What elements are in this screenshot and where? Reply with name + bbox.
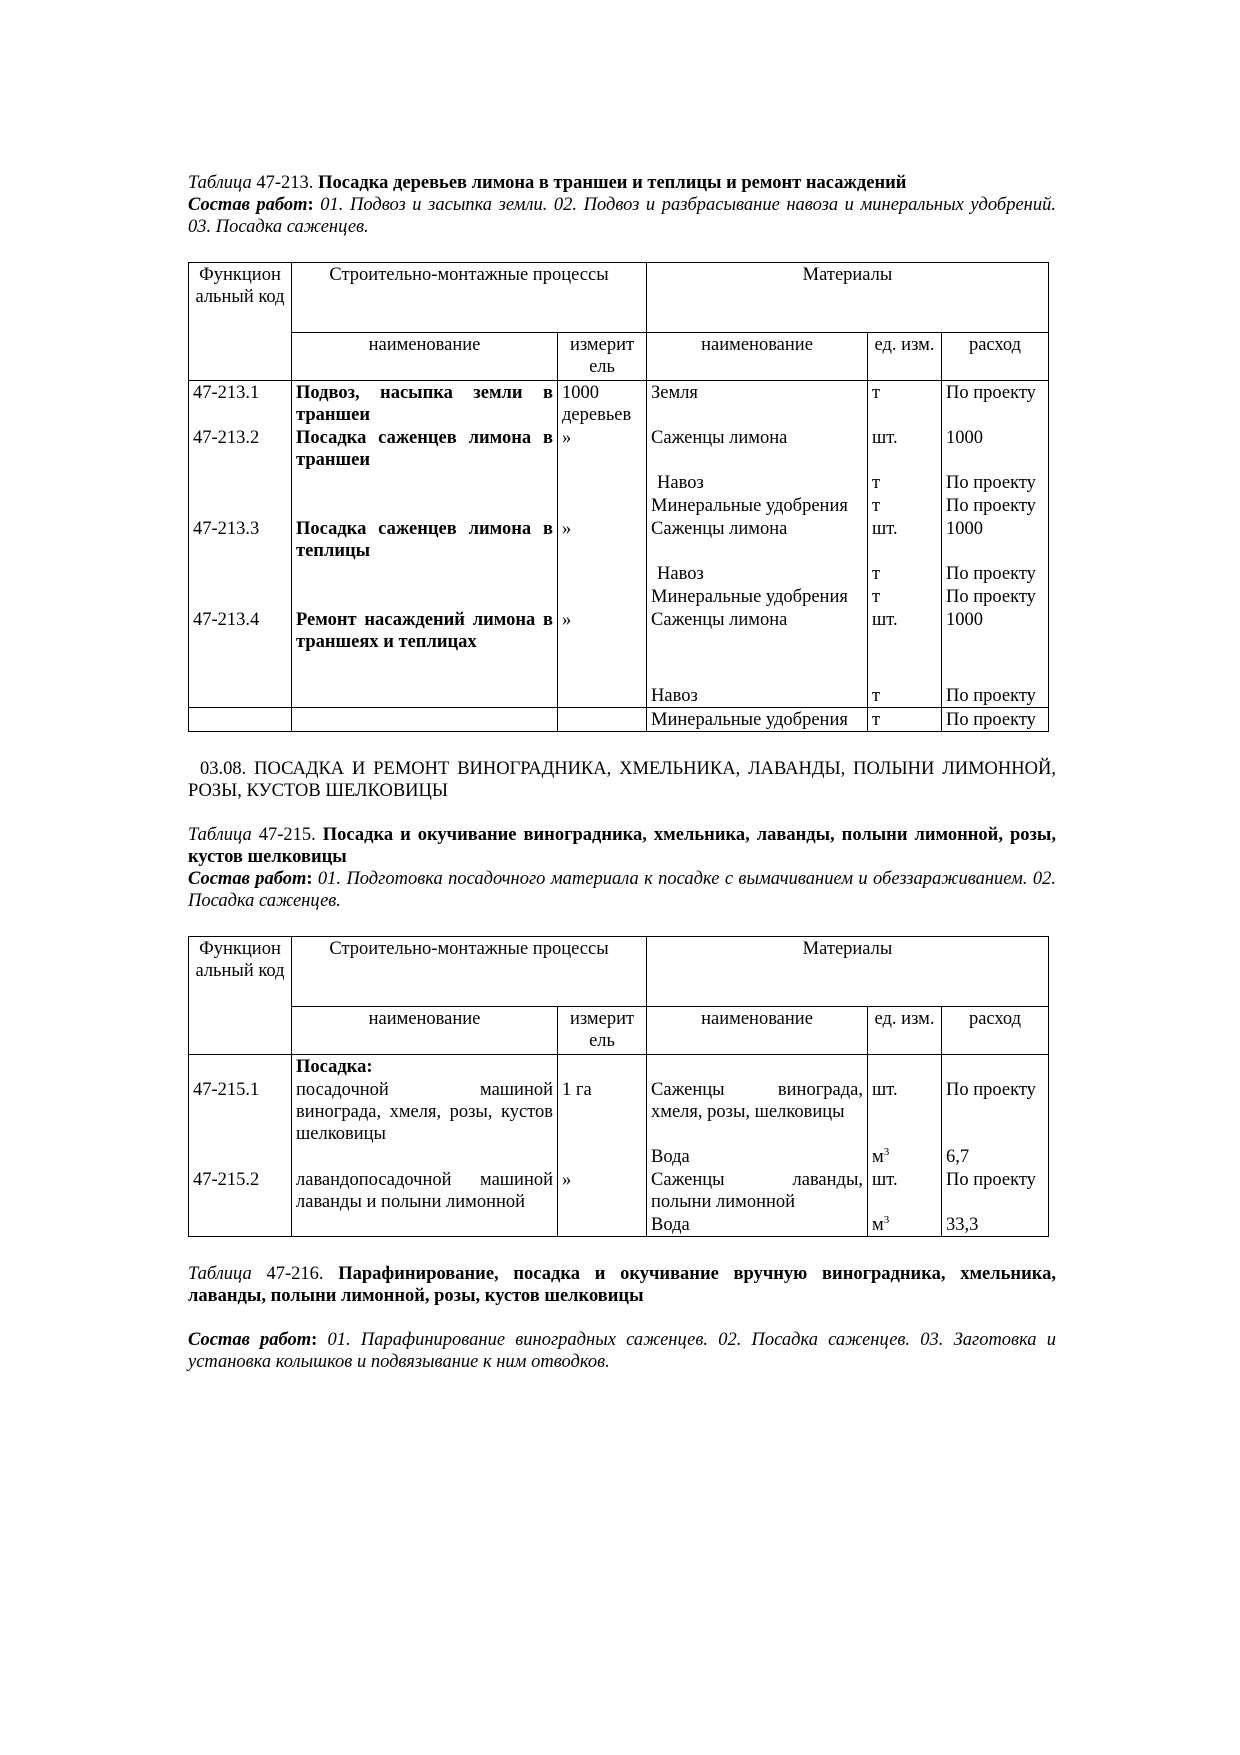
table-row [189, 471, 1049, 494]
row-consumption: По проекту [942, 381, 1049, 427]
header-process-name: наименование [292, 1007, 558, 1055]
table-row [189, 1055, 1049, 1079]
header-materials: Материалы [647, 263, 1049, 333]
table-row [189, 1168, 1049, 1213]
row-material: Навоз [647, 684, 868, 708]
row-process: лавандопосадочной машиной лаванды и полыни лимонной [292, 1168, 558, 1213]
row-code: 47-213.3 [189, 517, 292, 562]
works-label: Состав работ [188, 869, 307, 889]
row-unit: шт. [868, 426, 942, 471]
header-material-name: наименование [647, 333, 868, 381]
row-consumption: 1000 [942, 517, 1049, 562]
caption-title: Посадка и окучивание виноградника, хмельника, лаванды, полыни лимонной, розы, кустов шелковицы [188, 825, 1056, 867]
caption-label: Таблица [188, 825, 252, 845]
row-unit: т [868, 381, 942, 427]
row-meter: » [558, 608, 647, 684]
table-row [189, 585, 1049, 608]
header-process-name: наименование [292, 333, 558, 381]
row-code: 47-215.1 [189, 1078, 292, 1145]
header-processes: Строительно-монтажные процессы [292, 937, 647, 1007]
works-colon: : [311, 1330, 328, 1350]
row-consumption: По проекту [942, 1168, 1049, 1213]
row-consumption: По проекту [942, 1078, 1049, 1145]
section-heading: 03.08. ПОСАДКА И РЕМОНТ ВИНОГРАДНИКА, ХМЕЛЬНИКА, ЛАВАНДЫ, ПОЛЫНИ ЛИМОННОЙ, РОЗЫ, КУСТОВ ШЕЛКОВИЦЫ [188, 759, 1056, 801]
unit-text: м [872, 1147, 884, 1167]
table-213-works [188, 194, 1056, 238]
table-row [189, 494, 1049, 517]
caption-label: Таблица [188, 1264, 252, 1284]
header-meter: измерит ель [558, 333, 647, 381]
row-consumption: По проекту [942, 708, 1049, 732]
header-consumption: расход [942, 333, 1049, 381]
header-processes: Строительно-монтажные процессы [292, 263, 647, 333]
row-unit: т [868, 585, 942, 608]
row-material: Саженцы лимона [647, 608, 868, 684]
caption-title: Парафинирование, посадка и окучивание вручную виноградника, хмельника, лаванды, полыни лимонной, розы, кустов шелковицы [188, 1264, 1056, 1306]
row-material: Навоз [647, 562, 868, 585]
row-material: Минеральные удобрения [647, 585, 868, 608]
row-process: Посадка саженцев лимона в теплицы [292, 517, 558, 562]
row-meter: 1000 деревьев [558, 381, 647, 427]
row-unit: шт. [868, 517, 942, 562]
row-unit: шт. [868, 608, 942, 684]
table-row [189, 708, 1049, 732]
works-colon: : [307, 195, 321, 215]
row-code: 47-213.1 [189, 381, 292, 427]
document-page [188, 172, 1056, 1373]
row-meter: 1 га [558, 1078, 647, 1145]
row-process: Подвоз, насыпка земли в траншеи [292, 381, 558, 427]
unit-superscript: 3 [883, 1213, 890, 1226]
row-material: Минеральные удобрения [647, 708, 868, 732]
row-unit: шт. [868, 1078, 942, 1145]
table-row [189, 517, 1049, 562]
table-row [189, 426, 1049, 471]
row-unit: т [868, 684, 942, 708]
header-func-code: Функцион альный код [189, 937, 292, 1055]
row-meter: » [558, 1168, 647, 1213]
row-unit: т [868, 562, 942, 585]
caption-title: Посадка деревьев лимона в траншеи и теплицы и ремонт насаждений [318, 173, 907, 193]
row-material: Земля [647, 381, 868, 427]
table-215-works [188, 868, 1056, 912]
row-meter: » [558, 426, 647, 471]
works-text: 01. Парафинирование виноградных саженцев. 02. Посадка саженцев. 03. Заготовка и установка колышков и подвязывание к ним отводков. [188, 1330, 1056, 1372]
row-material: Саженцы винограда, хмеля, розы, шелковицы [647, 1078, 868, 1145]
row-consumption: 1000 [942, 608, 1049, 684]
caption-number: 47-215. [251, 825, 323, 845]
caption-number: 47-213. [251, 173, 319, 193]
works-label: Состав работ [188, 195, 308, 215]
header-consumption: расход [942, 1007, 1049, 1055]
row-material: Саженцы лаванды, полыни лимонной [647, 1168, 868, 1213]
caption-number: 47-216. [251, 1264, 339, 1284]
row-consumption: По проекту [942, 684, 1049, 708]
unit-superscript: 3 [883, 1145, 890, 1158]
header-material-name: наименование [647, 1007, 868, 1055]
works-colon: : [306, 869, 318, 889]
row-material: Саженцы лимона [647, 517, 868, 562]
table-47-215 [188, 936, 1049, 1237]
table-row [189, 1078, 1049, 1145]
table-47-213 [188, 262, 1049, 732]
row-material: Навоз [647, 471, 868, 494]
table-216-works [188, 1329, 1056, 1373]
row-consumption: 33,3 [942, 1213, 1049, 1237]
table-row [189, 562, 1049, 585]
row-material: Минеральные удобрения [647, 494, 868, 517]
row-consumption: 6,7 [942, 1145, 1049, 1168]
header-func-code: Функцион альный код [189, 263, 292, 381]
row-unit [868, 1145, 942, 1168]
row-meter: » [558, 517, 647, 562]
row-material: Вода [647, 1145, 868, 1168]
table-215-caption [188, 824, 1056, 868]
table-row [189, 608, 1049, 684]
row-consumption: По проекту [942, 585, 1049, 608]
header-row-1 [189, 937, 1049, 1007]
row-consumption: По проекту [942, 494, 1049, 517]
works-label: Состав работ [188, 1330, 312, 1350]
header-row-2 [189, 333, 1049, 381]
row-unit: т [868, 471, 942, 494]
row-process: Ремонт насаждений лимона в траншеях и теплицах [292, 608, 558, 684]
row-process: Посадка саженцев лимона в траншеи [292, 426, 558, 471]
row-unit [868, 1213, 942, 1237]
row-material: Вода [647, 1213, 868, 1237]
works-text: 01. Подготовка посадочного материала к посадке с вымачиванием и обеззараживанием. 02. Посадка саженцев. [188, 869, 1056, 911]
row-material: Саженцы лимона [647, 426, 868, 471]
header-unit: ед. изм. [868, 333, 942, 381]
table-213-caption [188, 172, 1056, 194]
row-consumption: По проекту [942, 562, 1049, 585]
row-consumption: По проекту [942, 471, 1049, 494]
unit-text: м [872, 1215, 884, 1235]
row-code: 47-213.2 [189, 426, 292, 471]
header-meter: измерит ель [558, 1007, 647, 1055]
works-text: 01. Подвоз и засыпка земли. 02. Подвоз и разбрасывание навоза и минеральных удобрений. 03. Посадка саженцев. [188, 195, 1056, 237]
group-label: Посадка: [292, 1055, 558, 1079]
row-code: 47-213.4 [189, 608, 292, 684]
caption-label: Таблица [188, 173, 252, 193]
table-row [189, 381, 1049, 427]
row-code: 47-215.2 [189, 1168, 292, 1213]
row-unit: т [868, 494, 942, 517]
header-row-2 [189, 1007, 1049, 1055]
table-row [189, 684, 1049, 708]
table-row [189, 1213, 1049, 1237]
row-unit: шт. [868, 1168, 942, 1213]
table-row [189, 1145, 1049, 1168]
header-unit: ед. изм. [868, 1007, 942, 1055]
row-unit: т [868, 708, 942, 732]
row-process: посадочной машиной винограда, хмеля, розы, кустов шелковицы [292, 1078, 558, 1145]
table-216-caption [188, 1263, 1056, 1307]
header-row-1 [189, 263, 1049, 333]
row-consumption: 1000 [942, 426, 1049, 471]
header-materials: Материалы [647, 937, 1049, 1007]
